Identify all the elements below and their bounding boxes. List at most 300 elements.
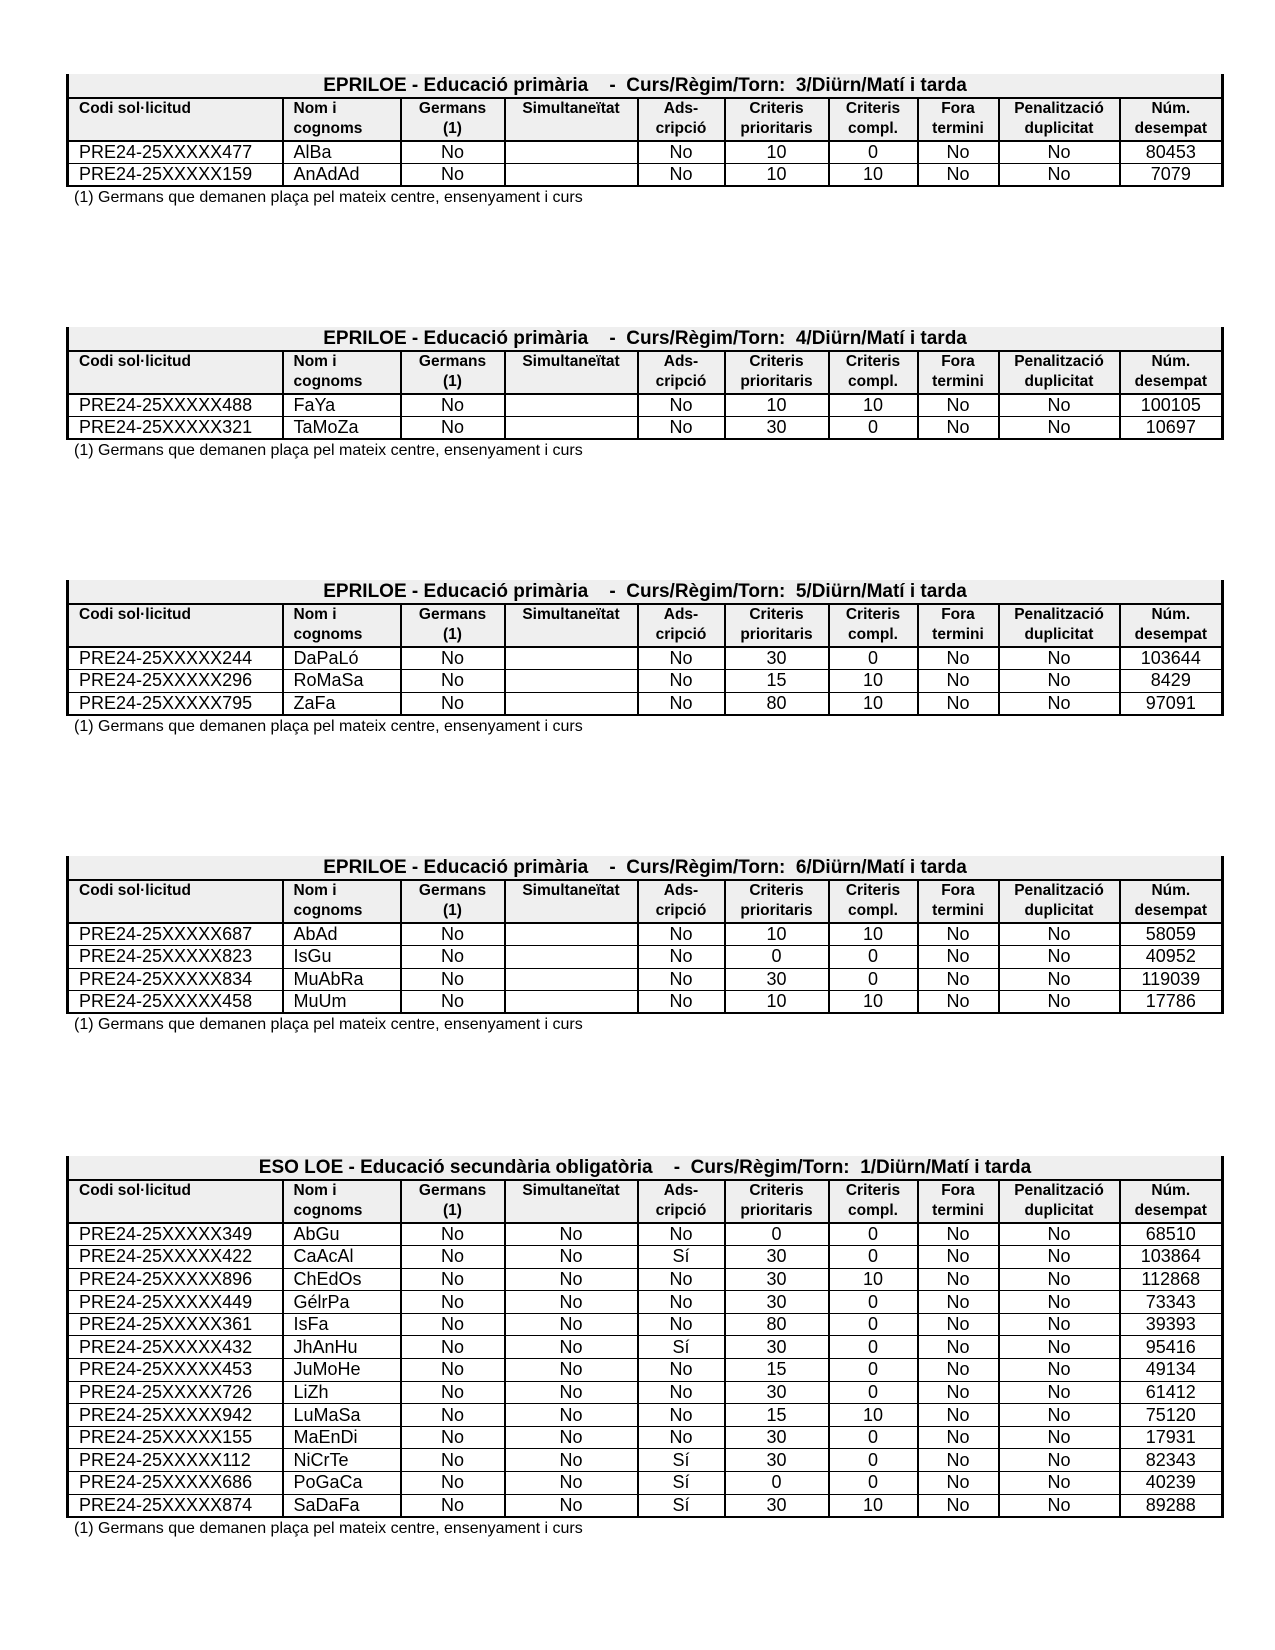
- cell-simultaneitat: [505, 141, 638, 164]
- cell-nom-cognoms: DaPaLó: [283, 647, 401, 670]
- cell-penalitzacio-duplicitat: No: [999, 991, 1120, 1014]
- table-row: [68, 923, 1223, 946]
- table-block-primaria-5: [66, 580, 1221, 736]
- header-line: (1): [443, 119, 462, 137]
- cell-fora-termini: No: [918, 394, 999, 417]
- cell-num-desempat: 80453: [1120, 141, 1223, 164]
- cell-criteris-compl: 10: [829, 394, 918, 417]
- cell-criteris-prioritaris: 0: [725, 1223, 829, 1246]
- table-row: [68, 968, 1223, 991]
- header-num-desempat: [1120, 351, 1223, 394]
- table-title-row: [68, 74, 1223, 98]
- cell-fora-termini: No: [918, 670, 999, 693]
- cell-num-desempat: 8429: [1120, 670, 1223, 693]
- cell-criteris-compl: 10: [829, 164, 918, 187]
- admission-table: [66, 856, 1224, 1014]
- header-line: cripció: [655, 625, 707, 643]
- header-line: Fora: [941, 606, 975, 623]
- cell-simultaneitat: No: [505, 1404, 638, 1427]
- cell-nom-cognoms: MuUm: [283, 991, 401, 1014]
- footnote: (1) Germans que demanen plaça pel mateix centre, ensenyament i curs: [74, 442, 583, 460]
- cell-penalitzacio-duplicitat: No: [999, 1494, 1120, 1517]
- header-nom-cognoms: [283, 351, 401, 394]
- table-row: [68, 1449, 1223, 1472]
- cell-germans: No: [401, 1336, 505, 1359]
- header-adscripcio: [638, 98, 725, 141]
- cell-codi-sollicitud: PRE24-25XXXXX477: [68, 141, 283, 164]
- cell-criteris-prioritaris: 10: [725, 991, 829, 1014]
- cell-germans: No: [401, 141, 505, 164]
- header-line: Criteris: [749, 882, 804, 899]
- header-line: Núm.: [1151, 100, 1191, 117]
- cell-simultaneitat: No: [505, 1291, 638, 1314]
- header-simultaneitat: Simultaneïtat: [505, 604, 638, 647]
- cell-codi-sollicitud: PRE24-25XXXXX834: [68, 968, 283, 991]
- header-line: termini: [932, 119, 984, 137]
- header-nom-cognoms: [283, 1180, 401, 1223]
- column-header-row: [68, 604, 1223, 647]
- cell-criteris-prioritaris: 10: [725, 141, 829, 164]
- cell-fora-termini: No: [918, 692, 999, 715]
- header-line: cognoms: [293, 119, 363, 137]
- cell-fora-termini: No: [918, 1268, 999, 1291]
- table-title: ESO LOE - Educació secundària obligatòria - Curs/Règim/Torn: 1/Diürn/Matí i tarda: [68, 1156, 1223, 1180]
- cell-criteris-prioritaris: 10: [725, 394, 829, 417]
- table-title-row: [68, 327, 1223, 351]
- cell-nom-cognoms: TaMoZa: [283, 417, 401, 440]
- table-title-row: [68, 1156, 1223, 1180]
- header-line: cripció: [655, 1201, 707, 1219]
- table-row: [68, 1426, 1223, 1449]
- table-row: [68, 1381, 1223, 1404]
- cell-penalitzacio-duplicitat: No: [999, 164, 1120, 187]
- cell-simultaneitat: No: [505, 1313, 638, 1336]
- cell-criteris-compl: 0: [829, 1381, 918, 1404]
- header-line: compl.: [848, 625, 898, 643]
- table-row: [68, 991, 1223, 1014]
- cell-num-desempat: 103864: [1120, 1246, 1223, 1269]
- cell-codi-sollicitud: PRE24-25XXXXX896: [68, 1268, 283, 1291]
- header-simultaneitat: Simultaneïtat: [505, 351, 638, 394]
- cell-penalitzacio-duplicitat: No: [999, 1223, 1120, 1246]
- footnote: (1) Germans que demanen plaça pel mateix centre, ensenyament i curs: [74, 189, 583, 207]
- cell-adscripcio: No: [638, 141, 725, 164]
- header-line: Germans: [418, 882, 487, 899]
- header-criteris-prioritaris: [725, 604, 829, 647]
- cell-germans: No: [401, 1426, 505, 1449]
- cell-fora-termini: No: [918, 1336, 999, 1359]
- cell-simultaneitat: [505, 647, 638, 670]
- cell-num-desempat: 10697: [1120, 417, 1223, 440]
- header-line: Nom i: [293, 1182, 337, 1199]
- cell-criteris-prioritaris: 10: [725, 923, 829, 946]
- cell-adscripcio: No: [638, 647, 725, 670]
- cell-fora-termini: No: [918, 1246, 999, 1269]
- header-line: termini: [932, 372, 984, 390]
- cell-nom-cognoms: AlBa: [283, 141, 401, 164]
- header-germans: [401, 880, 505, 923]
- column-header-row: [68, 880, 1223, 923]
- admission-table: [66, 74, 1224, 187]
- cell-simultaneitat: No: [505, 1426, 638, 1449]
- header-line: cripció: [655, 372, 707, 390]
- table-row: [68, 164, 1223, 187]
- cell-simultaneitat: [505, 946, 638, 969]
- table-title: EPRILOE - Educació primària - Curs/Règim/Torn: 6/Diürn/Matí i tarda: [68, 856, 1223, 880]
- cell-criteris-compl: 0: [829, 1223, 918, 1246]
- header-simultaneitat: Simultaneïtat: [505, 880, 638, 923]
- cell-germans: No: [401, 1381, 505, 1404]
- cell-codi-sollicitud: PRE24-25XXXXX244: [68, 647, 283, 670]
- cell-simultaneitat: No: [505, 1336, 638, 1359]
- cell-codi-sollicitud: PRE24-25XXXXX432: [68, 1336, 283, 1359]
- header-line: (1): [443, 625, 462, 643]
- cell-penalitzacio-duplicitat: No: [999, 1313, 1120, 1336]
- table-row: [68, 647, 1223, 670]
- admission-table: [66, 327, 1224, 440]
- header-line: Núm.: [1151, 882, 1191, 899]
- cell-adscripcio: Sí: [638, 1336, 725, 1359]
- column-header-row: [68, 98, 1223, 141]
- header-adscripcio: [638, 604, 725, 647]
- cell-adscripcio: No: [638, 1381, 725, 1404]
- cell-codi-sollicitud: PRE24-25XXXXX321: [68, 417, 283, 440]
- header-penalitzacio-duplicitat: [999, 604, 1120, 647]
- cell-adscripcio: No: [638, 1426, 725, 1449]
- cell-nom-cognoms: ZaFa: [283, 692, 401, 715]
- cell-num-desempat: 82343: [1120, 1449, 1223, 1472]
- cell-num-desempat: 95416: [1120, 1336, 1223, 1359]
- header-codi-sollicitud: Codi sol·licitud: [68, 98, 283, 141]
- header-line: Criteris: [749, 1182, 804, 1199]
- cell-nom-cognoms: AnAdAd: [283, 164, 401, 187]
- table-block-primaria-6: [66, 856, 1221, 1034]
- header-line: Germans: [418, 1182, 487, 1199]
- column-header-row: [68, 1180, 1223, 1223]
- header-line: prioritaris: [740, 372, 813, 390]
- header-line: Ads-: [663, 1182, 699, 1199]
- header-germans: [401, 1180, 505, 1223]
- cell-adscripcio: No: [638, 1223, 725, 1246]
- cell-num-desempat: 17931: [1120, 1426, 1223, 1449]
- header-penalitzacio-duplicitat: [999, 98, 1120, 141]
- table-row: [68, 417, 1223, 440]
- cell-criteris-compl: 10: [829, 670, 918, 693]
- cell-adscripcio: No: [638, 1268, 725, 1291]
- header-nom-cognoms: [283, 880, 401, 923]
- cell-fora-termini: No: [918, 417, 999, 440]
- cell-criteris-prioritaris: 30: [725, 968, 829, 991]
- cell-fora-termini: No: [918, 1291, 999, 1314]
- cell-nom-cognoms: MuAbRa: [283, 968, 401, 991]
- cell-criteris-compl: 0: [829, 1291, 918, 1314]
- cell-codi-sollicitud: PRE24-25XXXXX942: [68, 1404, 283, 1427]
- cell-num-desempat: 112868: [1120, 1268, 1223, 1291]
- cell-penalitzacio-duplicitat: No: [999, 1472, 1120, 1495]
- cell-nom-cognoms: MaEnDi: [283, 1426, 401, 1449]
- header-germans: [401, 604, 505, 647]
- table-title-row: [68, 580, 1223, 604]
- cell-codi-sollicitud: PRE24-25XXXXX795: [68, 692, 283, 715]
- cell-nom-cognoms: SaDaFa: [283, 1494, 401, 1517]
- cell-germans: No: [401, 1246, 505, 1269]
- cell-fora-termini: No: [918, 1426, 999, 1449]
- header-line: (1): [443, 372, 462, 390]
- cell-simultaneitat: [505, 164, 638, 187]
- cell-criteris-prioritaris: 30: [725, 1268, 829, 1291]
- cell-criteris-prioritaris: 30: [725, 647, 829, 670]
- cell-fora-termini: No: [918, 1223, 999, 1246]
- header-criteris-compl: [829, 1180, 918, 1223]
- cell-simultaneitat: No: [505, 1359, 638, 1382]
- cell-adscripcio: Sí: [638, 1494, 725, 1517]
- cell-criteris-prioritaris: 10: [725, 164, 829, 187]
- cell-nom-cognoms: NiCrTe: [283, 1449, 401, 1472]
- header-line: compl.: [848, 372, 898, 390]
- cell-germans: No: [401, 1291, 505, 1314]
- table-row: [68, 394, 1223, 417]
- cell-germans: No: [401, 1359, 505, 1382]
- cell-adscripcio: No: [638, 417, 725, 440]
- header-line: Criteris: [845, 1182, 901, 1199]
- cell-simultaneitat: [505, 923, 638, 946]
- cell-germans: No: [401, 670, 505, 693]
- cell-simultaneitat: [505, 394, 638, 417]
- header-line: desempat: [1134, 119, 1207, 137]
- header-criteris-prioritaris: [725, 98, 829, 141]
- header-line: Germans: [418, 100, 487, 117]
- cell-germans: No: [401, 1268, 505, 1291]
- cell-nom-cognoms: IsGu: [283, 946, 401, 969]
- header-simultaneitat: Simultaneïtat: [505, 1180, 638, 1223]
- cell-penalitzacio-duplicitat: No: [999, 1336, 1120, 1359]
- header-line: Criteris: [749, 100, 804, 117]
- cell-codi-sollicitud: PRE24-25XXXXX449: [68, 1291, 283, 1314]
- header-fora-termini: [918, 98, 999, 141]
- table-title: EPRILOE - Educació primària - Curs/Règim/Torn: 5/Diürn/Matí i tarda: [68, 580, 1223, 604]
- cell-criteris-compl: 0: [829, 647, 918, 670]
- cell-criteris-compl: 0: [829, 1359, 918, 1382]
- header-line: desempat: [1134, 1201, 1207, 1219]
- table-row: [68, 946, 1223, 969]
- header-line: Penalització: [1014, 353, 1104, 370]
- cell-criteris-prioritaris: 30: [725, 1291, 829, 1314]
- cell-fora-termini: No: [918, 991, 999, 1014]
- cell-germans: No: [401, 417, 505, 440]
- table-row: [68, 670, 1223, 693]
- header-line: Fora: [941, 882, 975, 899]
- cell-nom-cognoms: JuMoHe: [283, 1359, 401, 1382]
- cell-codi-sollicitud: PRE24-25XXXXX422: [68, 1246, 283, 1269]
- cell-penalitzacio-duplicitat: No: [999, 923, 1120, 946]
- cell-codi-sollicitud: PRE24-25XXXXX686: [68, 1472, 283, 1495]
- cell-nom-cognoms: LuMaSa: [283, 1404, 401, 1427]
- cell-penalitzacio-duplicitat: No: [999, 692, 1120, 715]
- cell-criteris-prioritaris: 15: [725, 670, 829, 693]
- header-criteris-compl: [829, 351, 918, 394]
- header-line: Núm.: [1151, 353, 1191, 370]
- cell-criteris-prioritaris: 30: [725, 417, 829, 440]
- header-line: compl.: [848, 901, 898, 919]
- cell-adscripcio: No: [638, 1359, 725, 1382]
- header-line: duplicitat: [1024, 119, 1094, 137]
- cell-num-desempat: 40239: [1120, 1472, 1223, 1495]
- cell-num-desempat: 7079: [1120, 164, 1223, 187]
- header-criteris-prioritaris: [725, 351, 829, 394]
- cell-criteris-prioritaris: 30: [725, 1449, 829, 1472]
- cell-criteris-compl: 0: [829, 1472, 918, 1495]
- cell-num-desempat: 58059: [1120, 923, 1223, 946]
- cell-criteris-compl: 10: [829, 1404, 918, 1427]
- cell-criteris-compl: 0: [829, 968, 918, 991]
- table-title: EPRILOE - Educació primària - Curs/Règim/Torn: 4/Diürn/Matí i tarda: [68, 327, 1223, 351]
- header-fora-termini: [918, 880, 999, 923]
- cell-simultaneitat: [505, 991, 638, 1014]
- cell-num-desempat: 75120: [1120, 1404, 1223, 1427]
- table-row: [68, 1359, 1223, 1382]
- header-germans: [401, 351, 505, 394]
- header-line: duplicitat: [1024, 1201, 1094, 1219]
- cell-germans: No: [401, 394, 505, 417]
- header-nom-cognoms: [283, 604, 401, 647]
- header-adscripcio: [638, 880, 725, 923]
- cell-germans: No: [401, 1223, 505, 1246]
- header-simultaneitat: Simultaneïtat: [505, 98, 638, 141]
- cell-codi-sollicitud: PRE24-25XXXXX453: [68, 1359, 283, 1382]
- cell-germans: No: [401, 923, 505, 946]
- cell-fora-termini: No: [918, 1313, 999, 1336]
- header-line: (1): [443, 901, 462, 919]
- table-block-primaria-3: [66, 74, 1221, 207]
- admission-table: [66, 1156, 1224, 1518]
- cell-penalitzacio-duplicitat: No: [999, 1381, 1120, 1404]
- header-criteris-compl: [829, 880, 918, 923]
- cell-criteris-prioritaris: 30: [725, 1494, 829, 1517]
- header-line: Nom i: [293, 882, 337, 899]
- header-line: Fora: [941, 100, 975, 117]
- cell-fora-termini: No: [918, 1472, 999, 1495]
- header-line: Fora: [941, 1182, 975, 1199]
- header-line: Penalització: [1014, 100, 1104, 117]
- cell-criteris-compl: 0: [829, 1449, 918, 1472]
- cell-codi-sollicitud: PRE24-25XXXXX112: [68, 1449, 283, 1472]
- header-penalitzacio-duplicitat: [999, 1180, 1120, 1223]
- cell-penalitzacio-duplicitat: No: [999, 968, 1120, 991]
- header-line: cripció: [655, 901, 707, 919]
- cell-codi-sollicitud: PRE24-25XXXXX488: [68, 394, 283, 417]
- cell-nom-cognoms: JhAnHu: [283, 1336, 401, 1359]
- cell-num-desempat: 49134: [1120, 1359, 1223, 1382]
- header-codi-sollicitud: Codi sol·licitud: [68, 604, 283, 647]
- cell-num-desempat: 61412: [1120, 1381, 1223, 1404]
- header-line: cognoms: [293, 901, 363, 919]
- header-line: cognoms: [293, 1201, 363, 1219]
- cell-adscripcio: Sí: [638, 1472, 725, 1495]
- header-nom-cognoms: [283, 98, 401, 141]
- cell-penalitzacio-duplicitat: No: [999, 141, 1120, 164]
- cell-nom-cognoms: ChEdOs: [283, 1268, 401, 1291]
- cell-criteris-compl: 0: [829, 1426, 918, 1449]
- footnote: (1) Germans que demanen plaça pel mateix centre, ensenyament i curs: [74, 1519, 583, 1537]
- footnote: (1) Germans que demanen plaça pel mateix centre, ensenyament i curs: [74, 717, 583, 735]
- header-line: prioritaris: [740, 625, 813, 643]
- header-criteris-prioritaris: [725, 880, 829, 923]
- cell-simultaneitat: [505, 417, 638, 440]
- cell-fora-termini: No: [918, 1494, 999, 1517]
- cell-simultaneitat: No: [505, 1472, 638, 1495]
- cell-penalitzacio-duplicitat: No: [999, 417, 1120, 440]
- cell-penalitzacio-duplicitat: No: [999, 1426, 1120, 1449]
- header-line: compl.: [848, 119, 898, 137]
- cell-germans: No: [401, 692, 505, 715]
- cell-fora-termini: No: [918, 1449, 999, 1472]
- cell-criteris-prioritaris: 30: [725, 1336, 829, 1359]
- cell-criteris-compl: 0: [829, 946, 918, 969]
- cell-simultaneitat: [505, 692, 638, 715]
- cell-num-desempat: 119039: [1120, 968, 1223, 991]
- cell-codi-sollicitud: PRE24-25XXXXX155: [68, 1426, 283, 1449]
- cell-adscripcio: No: [638, 394, 725, 417]
- header-line: Núm.: [1151, 606, 1191, 623]
- cell-adscripcio: No: [638, 968, 725, 991]
- header-codi-sollicitud: Codi sol·licitud: [68, 351, 283, 394]
- cell-criteris-compl: 0: [829, 1246, 918, 1269]
- cell-nom-cognoms: AbGu: [283, 1223, 401, 1246]
- cell-codi-sollicitud: PRE24-25XXXXX458: [68, 991, 283, 1014]
- cell-num-desempat: 73343: [1120, 1291, 1223, 1314]
- header-line: termini: [932, 1201, 984, 1219]
- cell-nom-cognoms: IsFa: [283, 1313, 401, 1336]
- cell-fora-termini: No: [918, 647, 999, 670]
- header-num-desempat: [1120, 604, 1223, 647]
- header-line: cripció: [655, 119, 707, 137]
- cell-germans: No: [401, 1449, 505, 1472]
- header-line: Ads-: [663, 353, 699, 370]
- cell-num-desempat: 100105: [1120, 394, 1223, 417]
- header-fora-termini: [918, 604, 999, 647]
- header-line: termini: [932, 625, 984, 643]
- cell-fora-termini: No: [918, 141, 999, 164]
- header-line: Criteris: [749, 606, 804, 623]
- cell-adscripcio: No: [638, 946, 725, 969]
- header-line: desempat: [1134, 901, 1207, 919]
- header-line: desempat: [1134, 372, 1207, 390]
- cell-codi-sollicitud: PRE24-25XXXXX361: [68, 1313, 283, 1336]
- cell-germans: No: [401, 1313, 505, 1336]
- cell-criteris-compl: 10: [829, 923, 918, 946]
- cell-germans: No: [401, 946, 505, 969]
- cell-nom-cognoms: RoMaSa: [283, 670, 401, 693]
- header-line: duplicitat: [1024, 901, 1094, 919]
- table-row: [68, 1268, 1223, 1291]
- header-line: desempat: [1134, 625, 1207, 643]
- header-line: Ads-: [663, 882, 699, 899]
- cell-adscripcio: No: [638, 923, 725, 946]
- cell-adscripcio: No: [638, 1313, 725, 1336]
- table-title: EPRILOE - Educació primària - Curs/Règim/Torn: 3/Diürn/Matí i tarda: [68, 74, 1223, 98]
- column-header-row: [68, 351, 1223, 394]
- header-line: Penalització: [1014, 882, 1104, 899]
- cell-fora-termini: No: [918, 1404, 999, 1427]
- table-row: [68, 1404, 1223, 1427]
- table-row: [68, 692, 1223, 715]
- cell-criteris-prioritaris: 0: [725, 1472, 829, 1495]
- table-row: [68, 1291, 1223, 1314]
- cell-nom-cognoms: FaYa: [283, 394, 401, 417]
- header-line: Criteris: [845, 606, 901, 623]
- cell-num-desempat: 97091: [1120, 692, 1223, 715]
- header-num-desempat: [1120, 1180, 1223, 1223]
